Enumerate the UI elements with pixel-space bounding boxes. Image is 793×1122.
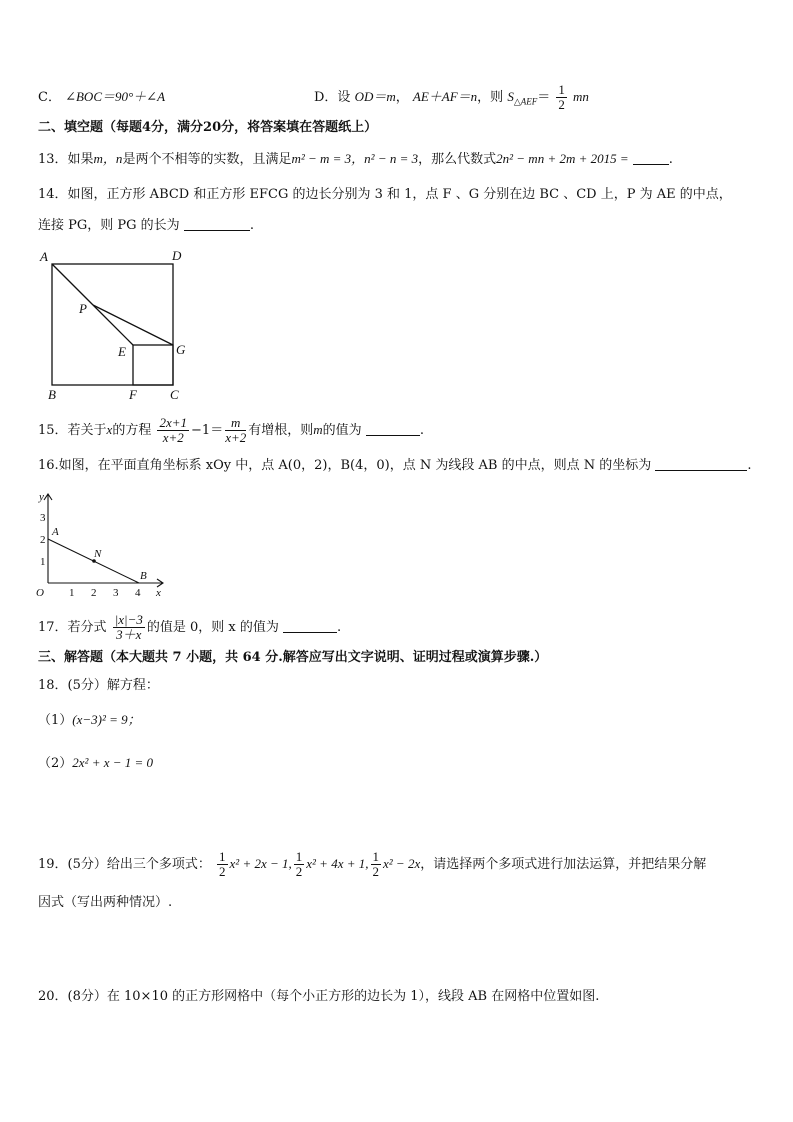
- figure-14: [38, 246, 198, 404]
- q13-vars: m，n: [93, 151, 123, 166]
- question-14-line2: [38, 216, 254, 236]
- q19-frac-1: [217, 850, 228, 879]
- q15-frac-right: [225, 416, 246, 445]
- option-c-expr: ∠BOC＝90°＋∠A: [65, 89, 166, 104]
- option-d-a: OD＝m: [354, 89, 396, 104]
- tick-y3: 3: [40, 512, 46, 524]
- segment-ap: [52, 264, 93, 305]
- q18-p1-label: （1）: [38, 713, 73, 728]
- option-d-fraction: [556, 83, 567, 112]
- q15-end: .: [419, 423, 424, 438]
- q15-t1: 的方程: [112, 423, 152, 438]
- q18-p1: (x−3)² = 9；: [72, 712, 141, 727]
- q16-end: .: [747, 458, 752, 473]
- q19-head: 19．(5分）给出三个多项式：: [38, 857, 211, 872]
- option-d-sep: ，: [395, 90, 409, 105]
- frac-den: x+2: [225, 430, 247, 445]
- label-point-a: A: [52, 526, 59, 538]
- question-20: 20．(8分）在 10×10 的正方形网格中（每个小正方形的边长为 1），线段 AB 在网格中位置如图.: [38, 989, 600, 1004]
- frac-den: 2: [219, 864, 226, 879]
- question-14-line1: 14．如图，正方形 ABCD 和正方形 EFCG 的边长分别为 3 和 1，点 F 、G 分别在边 BC 、CD 上，P 为 AE 的中点，: [38, 187, 732, 202]
- figure-16: [36, 486, 176, 598]
- q13-end: .: [668, 152, 673, 167]
- q18-p2: 2x² + x − 1 = 0: [72, 755, 154, 770]
- frac-num: m: [225, 416, 246, 431]
- q17-fraction: [113, 613, 145, 642]
- option-d-eq: ＝: [537, 90, 551, 105]
- question-18-head: 18．(5分）解方程：: [38, 678, 159, 693]
- q13-t1: 是两个不相等的实数，且满足: [122, 152, 292, 167]
- q19-t1: ，请选择两个多项式进行加法运算，并把结果分解: [420, 857, 707, 872]
- option-c-label: C．: [38, 90, 61, 105]
- question-19-line1: [38, 846, 706, 883]
- q13-e1: m² − m = 3，n² − n = 3: [291, 151, 419, 166]
- answer-blank[interactable]: [655, 456, 747, 471]
- frac-den: 2: [558, 97, 565, 112]
- question-18-part2: [38, 753, 153, 774]
- option-d: [314, 80, 589, 119]
- option-c: [38, 87, 165, 108]
- section-2-heading: 二、填空题（每题4分，满分20分，将答案填在答题纸上）: [38, 120, 378, 135]
- frac-num: 1: [219, 849, 226, 864]
- frac-num: 2x+1: [159, 415, 188, 430]
- q15-x: x: [106, 422, 113, 437]
- q14-line2a: 连接 PG，则 PG 的长为: [38, 218, 180, 233]
- question-15: [38, 412, 424, 449]
- square-efcg: [133, 345, 173, 385]
- answer-blank[interactable]: [283, 618, 337, 633]
- q17-end: .: [337, 620, 342, 635]
- frac-den: x+2: [162, 430, 184, 445]
- question-19-line2: 因式（写出两种情况）.: [38, 895, 173, 910]
- q15-m: m: [313, 422, 323, 437]
- label-d: D: [172, 248, 182, 263]
- tick-y1: 1: [40, 556, 46, 568]
- q19-poly-3: x² − 2x: [383, 856, 421, 871]
- answer-blank[interactable]: [184, 216, 250, 231]
- q16-text: 16.如图，在平面直角坐标系 xOy 中，点 A(0，2)，B(4，0)，点 N 为线段 AB 的中点，则点 N 的坐标为: [38, 458, 652, 473]
- q17-t1: 的值是 0，则 x 的值为: [146, 620, 279, 635]
- q13-e2: 2n² − mn + 2m + 2015 =: [496, 151, 629, 166]
- question-16: [38, 456, 751, 476]
- q19-poly-2: x² + 4x + 1,: [306, 856, 369, 871]
- tick-x2: 2: [91, 587, 97, 598]
- tick-y2: 2: [40, 534, 46, 546]
- q15-mid: −1＝: [191, 423, 224, 438]
- q15-t2: 有增根，则: [248, 423, 314, 438]
- label-c: C: [170, 387, 179, 402]
- question-17: [38, 610, 341, 646]
- tick-x3: 3: [113, 587, 119, 598]
- option-d-label: D．设: [314, 90, 351, 105]
- option-d-s: S: [507, 89, 514, 104]
- label-e: E: [118, 344, 126, 359]
- label-origin: O: [36, 587, 44, 598]
- option-d-tail: mn: [573, 89, 589, 104]
- label-point-n: N: [94, 548, 102, 560]
- option-d-c: AE＋AF＝n: [412, 89, 478, 104]
- section-3-heading: 三、解答题（本大题共 7 小题，共 64 分.解答应写出文字说明、证明过程或演算步骤.）: [38, 650, 548, 665]
- label-g: G: [176, 342, 186, 357]
- label-f: F: [129, 387, 137, 402]
- q19-poly-1: x² + 2x − 1,: [229, 856, 292, 871]
- q19-frac-2: [294, 850, 305, 879]
- q17-num: 17．若分式: [38, 620, 107, 635]
- label-point-b: B: [140, 570, 147, 582]
- q13-t2: ，那么代数式: [418, 152, 497, 167]
- question-13: [38, 149, 673, 170]
- frac-num: 1: [372, 849, 379, 864]
- question-18-part1: [38, 710, 141, 731]
- label-y-axis: y: [39, 491, 44, 503]
- q15-frac-left: [157, 416, 189, 445]
- q18-p2-label: （2）: [38, 756, 73, 771]
- frac-den: 3＋x: [116, 627, 142, 642]
- answer-blank[interactable]: [366, 421, 420, 436]
- option-d-sub: △AEF: [513, 96, 538, 107]
- segment-pg: [93, 305, 173, 345]
- label-x-axis: x: [156, 587, 161, 598]
- tick-x4: 4: [135, 587, 141, 598]
- q15-t3: 的值为: [322, 423, 362, 438]
- frac-num: 1: [558, 82, 565, 97]
- option-d-then: ，则: [477, 90, 504, 105]
- frac-den: 2: [295, 864, 303, 879]
- tick-x1: 1: [69, 587, 75, 598]
- answer-blank[interactable]: [633, 150, 669, 165]
- label-b: B: [48, 387, 56, 402]
- frac-num: 1: [295, 849, 303, 864]
- q19-frac-3: [371, 850, 382, 879]
- q14-end: .: [249, 218, 254, 233]
- segment-pe: [93, 305, 133, 345]
- label-p: P: [79, 301, 87, 316]
- label-a: A: [40, 249, 48, 264]
- q13-num: 13．如果: [38, 152, 94, 167]
- frac-num: |x|−3: [114, 612, 143, 627]
- frac-den: 2: [372, 864, 379, 879]
- q15-num: 15．若关于: [38, 423, 107, 438]
